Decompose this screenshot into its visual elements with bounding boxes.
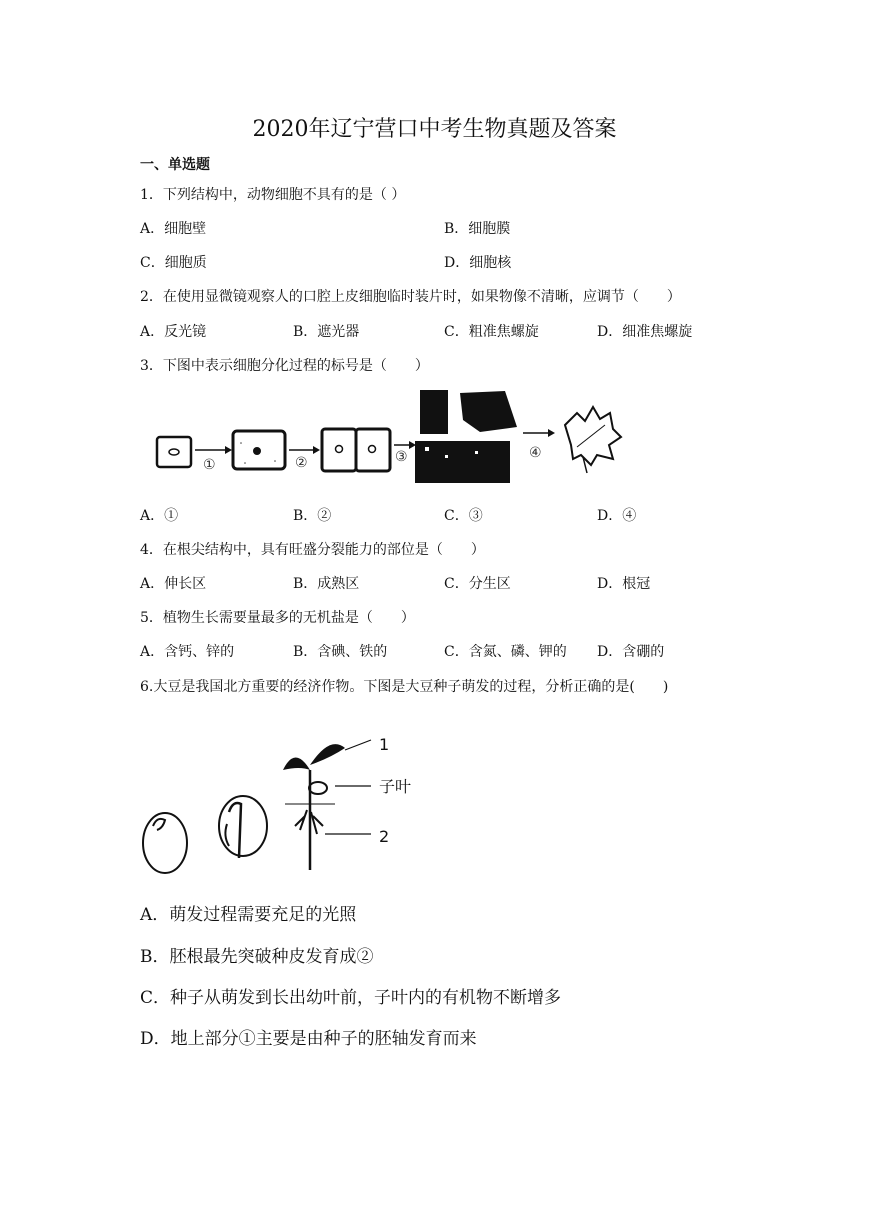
question-6-option-d: D．地上部分①主要是由种子的胚轴发育而来 (140, 1029, 477, 1049)
question-6-option-b: B．胚根最先突破种皮发育成② (140, 947, 374, 967)
question-2-option-d: D．细准焦螺旋 (597, 324, 693, 340)
figure3-label-3: ③ (395, 449, 408, 465)
question-3-option-c: C．③ (444, 508, 483, 524)
question-1-option-b: B．细胞膜 (444, 221, 511, 237)
question-5-stem: 5．植物生长需要量最多的无机盐是（ ） (140, 610, 415, 626)
figure3-label-1: ① (203, 457, 216, 473)
figure3-label-2: ② (295, 455, 308, 471)
question-5-option-c: C．含氮、磷、钾的 (444, 644, 567, 660)
figure6-label-2: 2 (379, 827, 390, 846)
question-1-option-a: A．细胞壁 (140, 221, 207, 237)
page-title: 2020年辽宁营口中考生物真题及答案 (252, 117, 617, 142)
question-6-option-a: A．萌发过程需要充足的光照 (140, 905, 357, 925)
question-3-option-b: B．② (293, 508, 332, 524)
section-heading: 一、单选题 (140, 157, 210, 173)
question-1-stem: 1．下列结构中，动物细胞不具有的是（ ） (140, 187, 406, 203)
question-3-option-d: D．④ (597, 508, 637, 524)
question-2-option-c: C．粗准焦螺旋 (444, 324, 539, 340)
question-4-option-a: A．伸长区 (140, 576, 207, 592)
figure3-label-4: ④ (529, 445, 542, 461)
question-6-stem: 6.大豆是我国北方重要的经济作物。下图是大豆种子萌发的过程，分析正确的是( ) (140, 679, 669, 695)
figure6-label-cotyledon: 子叶 (379, 777, 412, 796)
soybean-germination-figure (135, 730, 435, 880)
question-4-stem: 4．在根尖结构中，具有旺盛分裂能力的部位是（ ） (140, 542, 485, 558)
question-2-option-a: A．反光镜 (140, 324, 207, 340)
question-4-option-c: C．分生区 (444, 576, 511, 592)
question-2-stem: 2．在使用显微镜观察人的口腔上皮细胞临时装片时，如果物像不清晰，应调节（ ） (140, 289, 681, 305)
question-4-option-b: B．成熟区 (293, 576, 360, 592)
question-3-stem: 3．下图中表示细胞分化过程的标号是（ ） (140, 358, 429, 374)
question-5-option-b: B．含碘、铁的 (293, 644, 388, 660)
question-1-option-c: C．细胞质 (140, 255, 207, 271)
figure6-label-1: 1 (379, 735, 390, 754)
question-4-option-d: D．根冠 (597, 576, 651, 592)
question-6-option-c: C．种子从萌发到长出幼叶前，子叶内的有机物不断增多 (140, 988, 562, 1008)
question-2-option-b: B．遮光器 (293, 324, 360, 340)
question-1-option-d: D．细胞核 (444, 255, 512, 271)
question-5-option-d: D．含硼的 (597, 644, 665, 660)
question-3-option-a: A．① (140, 508, 179, 524)
question-5-option-a: A．含钙、锌的 (140, 644, 235, 660)
cell-differentiation-figure (145, 385, 635, 495)
